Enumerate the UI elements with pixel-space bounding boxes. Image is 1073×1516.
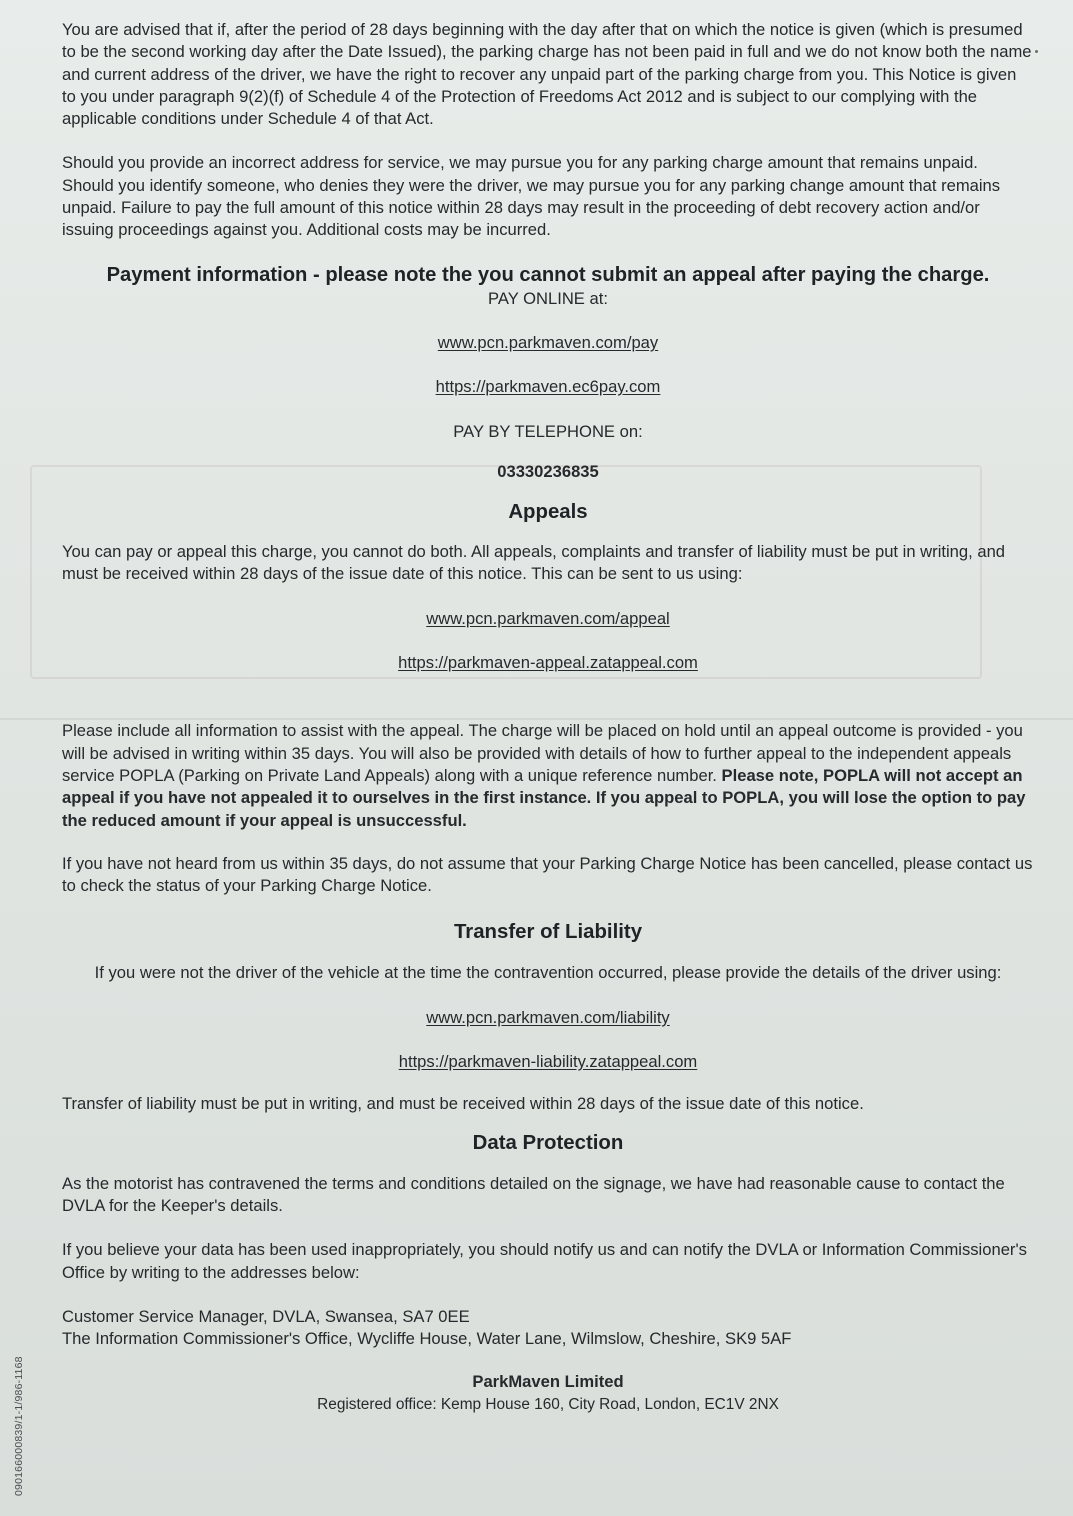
pay-phone-number: 03330236835 bbox=[497, 461, 599, 481]
appeal-link-zatappeal[interactable]: https://parkmaven-appeal.zatappeal.com bbox=[398, 653, 698, 673]
appeals-section bbox=[62, 499, 1034, 897]
notice-page bbox=[62, 19, 1034, 1416]
data-misuse-paragraph: If you believe your data has been used inappropriately, you should notify us and can notify the DVLA or Information Commissioner's Office by writing to the addresses below: bbox=[62, 1240, 1027, 1282]
appeals-intro: You can pay or appeal this charge, you cannot do both. All appeals, complaints and transfer of liability must be put in writing, and must be received within 28 days of the issue date of this notice. This can be sent to us using: bbox=[62, 542, 1006, 584]
document-reference-code: 090166000839/1-1/986-1168 bbox=[13, 1356, 25, 1496]
dvla-address: Customer Service Manager, DVLA, Swansea, SA7 0EE bbox=[62, 1306, 470, 1326]
transfer-heading: Transfer of Liability bbox=[453, 921, 643, 944]
transfer-intro: If you were not the driver of the vehicle at the time the contravention occurred, please provide the details of the driver using: bbox=[94, 963, 1002, 983]
payment-section bbox=[62, 262, 1034, 483]
payment-heading: Payment information - please note the you cannot submit an appeal after paying the charge. bbox=[106, 263, 990, 286]
paper-speck bbox=[1035, 50, 1038, 53]
transfer-note: Transfer of liability must be put in writing, and must be received within 28 days of the issue date of this notice. bbox=[62, 1094, 864, 1114]
company-name: ParkMaven Limited bbox=[472, 1372, 624, 1392]
data-protection-heading: Data Protection bbox=[472, 1131, 624, 1154]
liability-link-zatappeal[interactable]: https://parkmaven-liability.zatappeal.com bbox=[398, 1052, 698, 1072]
data-protection-section bbox=[62, 1130, 1034, 1351]
liability-link-pcn[interactable]: www.pcn.parkmaven.com/liability bbox=[426, 1007, 670, 1027]
pay-online-label: PAY ONLINE at: bbox=[488, 288, 608, 308]
recovery-warning-paragraph: You are advised that if, after the period of 28 days beginning with the day after that on which the notice is given (which is presumed to be the second working day after the Date Issued), the parking charge has not been paid in full and we do not know both the name and current address of the driver, we have the right to recover any unpaid part of the parking charge from you. This Notice is given to you under paragraph 9(2)(f) of Schedule 4 of the Protection of Freedoms Act 2012 and is subject to our complying with the applicable conditions under Schedule 4 of that Act. bbox=[62, 20, 1032, 129]
appeal-link-pcn[interactable]: www.pcn.parkmaven.com/appeal bbox=[426, 608, 670, 628]
pay-link-ec6pay[interactable]: https://parkmaven.ec6pay.com bbox=[435, 377, 661, 397]
incorrect-address-paragraph: Should you provide an incorrect address for service, we may pursue you for any parking charge amount that remains unpaid. Should you identify someone, who denies they were the driver, we may pursue you for any parking change amount that remains unpaid. Failure to pay the full amount of this notice within 28 days may result in the proceeding of debt recovery action and/or issuing proceedings against you. Additional costs may be incurred. bbox=[62, 153, 1001, 240]
no-response-paragraph: If you have not heard from us within 35 days, do not assume that your Parking Charge Notice has been cancelled, please contact us to check the status of your Parking Charge Notice. bbox=[62, 853, 1033, 896]
popla-warning-text: Please note, POPLA will not accept an appeal if you have not appealed it to ourselves in the first instance. If you appeal to POPLA, you will lose the option to pay the reduced amount if your appeal is unsuccessful. bbox=[62, 765, 1026, 830]
registered-office: Registered office: Kemp House 160, City Road, London, EC1V 2NX bbox=[317, 1395, 779, 1413]
dvla-contact-paragraph: As the motorist has contravened the terms and conditions detailed on the signage, we have had reasonable cause to contact the DVLA for the Keeper's details. bbox=[62, 1173, 1005, 1215]
transfer-section bbox=[62, 919, 1034, 1115]
pay-link-pcn[interactable]: www.pcn.parkmaven.com/pay bbox=[437, 332, 659, 352]
appeal-info-text: Please include all information to assist with the appeal. The charge will be placed on hold until an appeal outcome is provided - you will be advised in writing within 35 days. You will also be provided with details of how to further appeal to the independent appeals service POPLA (Parking on Private Land Appeals) along with a unique reference number. bbox=[62, 721, 1023, 785]
footer bbox=[62, 1371, 1034, 1416]
pay-phone-label: PAY BY TELEPHONE on: bbox=[453, 421, 643, 441]
appeal-info-paragraph bbox=[62, 720, 1034, 831]
ico-address: The Information Commissioner's Office, Wycliffe House, Water Lane, Wilmslow, Cheshire, SK9 5AF bbox=[62, 1329, 792, 1349]
appeals-heading: Appeals bbox=[508, 501, 588, 524]
